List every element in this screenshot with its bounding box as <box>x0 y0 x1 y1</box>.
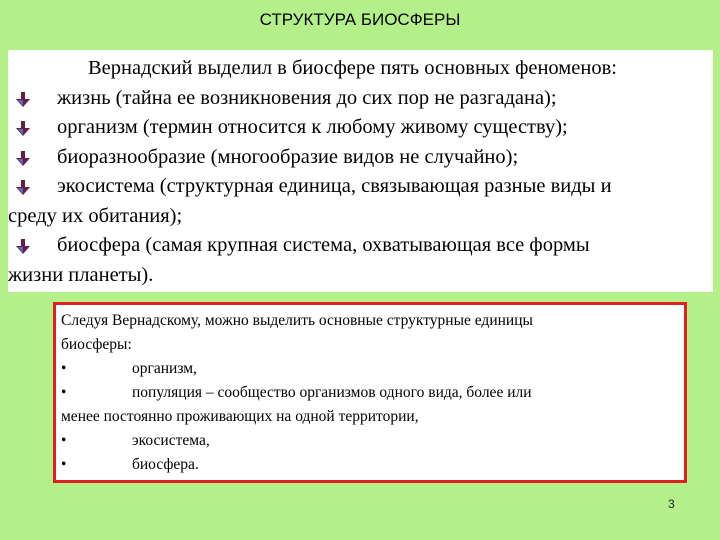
slide-title: СТРУКТУРА БИОСФЕРЫ <box>259 10 461 29</box>
main-list-item <box>8 143 708 173</box>
units-list-item <box>61 453 681 477</box>
arrow-down-bullet-icon <box>15 92 31 108</box>
main-item-text: биоразнообразие (многообразие видов не случайно); <box>57 145 519 168</box>
main-item-continuation: жизни планеты). <box>8 263 154 286</box>
arrow-down-bullet-icon <box>15 151 31 167</box>
arrow-down-bullet-icon <box>15 121 31 137</box>
bullet-dot: • <box>61 384 67 401</box>
main-list-item <box>8 231 708 261</box>
units-text <box>61 309 681 477</box>
units-list-item <box>61 357 681 381</box>
main-item-text: биосфера (самая крупная система, охватывающая все формы <box>57 234 590 256</box>
main-item-text: экосистема (структурная единица, связывающая разные виды и <box>57 175 612 197</box>
main-item-continuation: среду их обитания); <box>8 204 183 227</box>
bullet-dot: • <box>61 432 67 449</box>
arrow-down-bullet-icon <box>15 239 31 255</box>
units-list-item <box>61 429 681 453</box>
bullet-dot: • <box>61 360 67 377</box>
main-intro: Вернадский выделил в биосфере пять основных феноменов: <box>88 57 617 79</box>
units-intro-continuation: биосферы: <box>61 336 132 353</box>
main-list-item <box>8 172 708 202</box>
main-list-item <box>8 84 708 114</box>
units-item-text: биосфера. <box>132 456 199 473</box>
units-intro: Следуя Вернадскому, можно выделить основные структурные единицы <box>61 312 533 329</box>
main-text <box>8 54 708 290</box>
arrow-down-bullet-icon <box>15 180 31 196</box>
page-number: 3 <box>668 497 675 511</box>
main-list-item <box>8 113 708 143</box>
units-list-item <box>61 381 681 405</box>
units-item-text: популяция – сообщество организмов одного вида, более или <box>132 384 532 401</box>
main-item-text: жизнь (тайна ее возникновения до сих пор не разгадана); <box>57 86 557 109</box>
units-item-continuation: менее постоянно проживающих на одной территории, <box>61 408 419 425</box>
bullet-dot: • <box>61 456 67 473</box>
units-item-text: организм, <box>132 360 197 377</box>
units-item-text: экосистема, <box>132 432 210 449</box>
main-item-text: организм (термин относится к любому живому существу); <box>57 116 568 138</box>
